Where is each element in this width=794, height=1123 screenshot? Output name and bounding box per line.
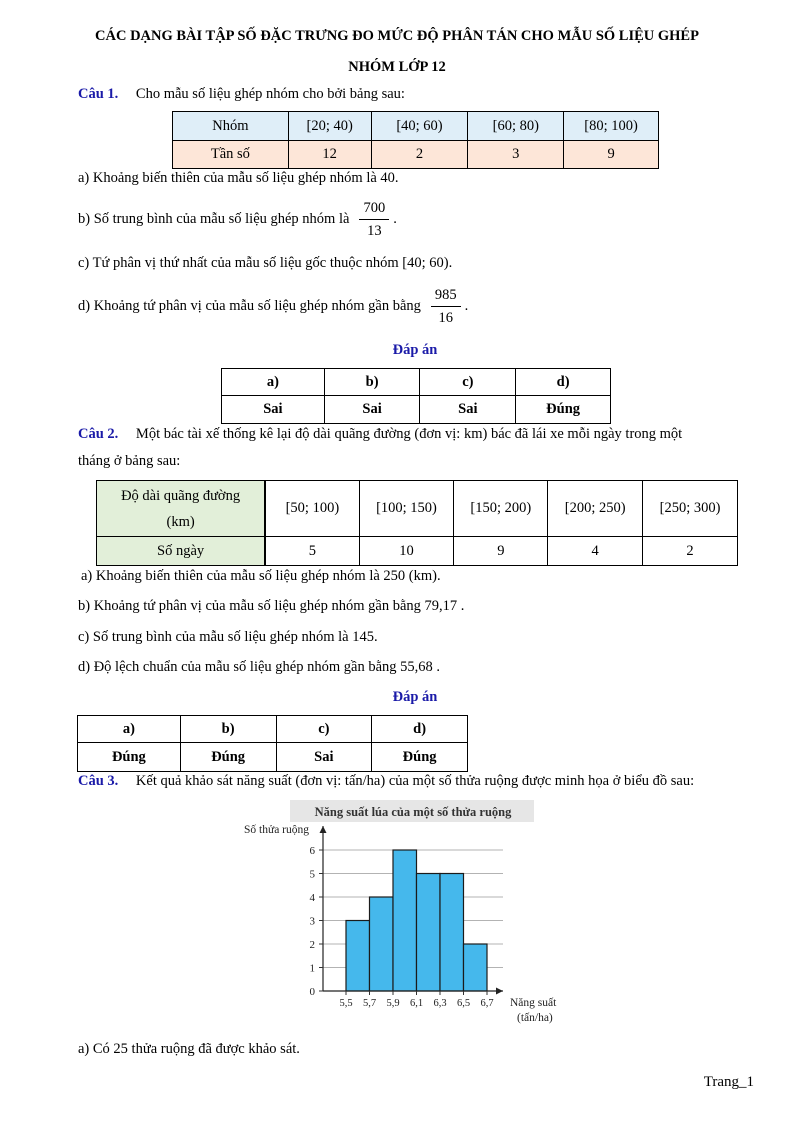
question-1-text: Cho mẫu số liệu ghép nhóm cho bởi bảng sau: [135, 86, 405, 102]
q2-table-header-label [97, 481, 266, 537]
q2-answer-cell: Sai [276, 743, 372, 772]
chart-x-tick-label: 6,5 [456, 998, 471, 1009]
q3-statement-a: a) Có 25 thửa ruộng đã được khảo sát. [78, 1041, 300, 1057]
q1-answer-head: a) [222, 369, 325, 396]
q2-table-row-label: Số ngày [97, 537, 266, 566]
q2-table-header-cell: [250; 300) [643, 481, 738, 537]
q2-answer-head: d) [372, 716, 468, 743]
fraction-numerator: 985 [431, 284, 461, 307]
q1-table-cell: 9 [564, 141, 659, 169]
chart-y-tick-label: 3 [309, 915, 315, 928]
q1-table-cell: 2 [371, 141, 468, 169]
question-3-label: Câu 3. [78, 773, 119, 789]
question-1-label: Câu 1. [78, 86, 119, 102]
q1-answer-table [221, 368, 611, 424]
q1-answer-cell: Sai [324, 396, 420, 424]
chart-bar [440, 874, 464, 992]
question-2-label: Câu 2. [78, 426, 119, 442]
q2-answer-title: Đáp án [392, 689, 438, 705]
q1-answer-cell: Đúng [516, 396, 611, 424]
q1-answer-head: c) [420, 369, 516, 396]
q1-statement-c: c) Tứ phân vị thứ nhất của mẫu số liệu gốc thuộc nhóm [40; 60). [78, 255, 453, 271]
q1-statement-a: a) Khoảng biến thiên của mẫu số liệu ghép nhóm là 40. [78, 170, 399, 186]
q2-statement-a: a) Khoảng biến thiên của mẫu số liệu ghép nhóm là 250 (km). [81, 568, 441, 584]
q2-table-header-line1: Độ dài quãng đường [121, 487, 241, 504]
q2-table-cell: 10 [359, 537, 454, 566]
question-2-prompt [78, 426, 682, 443]
histogram-chart [238, 798, 594, 1028]
q1-answer-cell: Sai [222, 396, 325, 424]
question-2-text-line2: tháng ở bảng sau: [78, 453, 181, 469]
q1-answer-head: d) [516, 369, 611, 396]
q2-answer-table [77, 715, 468, 772]
question-3-prompt [78, 773, 694, 790]
chart-y-tick-label: 2 [309, 939, 315, 951]
q2-answer-head: c) [276, 716, 372, 743]
q2-answer-cell: Đúng [78, 743, 181, 772]
q2-table-cell: 5 [265, 537, 359, 566]
page-footer: Trang_1 [703, 1074, 754, 1090]
chart-bar [370, 897, 394, 991]
q2-table-cell: 9 [454, 537, 548, 566]
fraction-denominator: 13 [367, 222, 382, 239]
q1-table-header-cell: [60; 80) [468, 112, 564, 141]
question-2-text: Một bác tài xế thống kê lại độ dài quãng đường (đơn vị: km) bác đã lái xe mỗi ngày trong một [135, 426, 683, 442]
q1-statement-b-text: b) Số trung bình của mẫu số liệu ghép nhóm là [78, 210, 350, 227]
chart-y-axis-label: Số thửa ruộng [244, 824, 310, 836]
q2-table-header-cell: [100; 150) [359, 481, 454, 537]
q1-data-table [172, 111, 659, 169]
fraction-numerator: 700 [359, 197, 389, 220]
chart-title: Năng suất lúa của một số thửa ruộng [314, 805, 512, 819]
q2-statement-b: b) Khoảng tứ phân vị của mẫu số liệu ghép nhóm gần bằng 79,17 . [78, 598, 465, 614]
chart-x-tick-label: 6,7 [480, 998, 494, 1009]
chart-y-tick-label: 1 [309, 962, 315, 975]
chart-x-tick-label: 5,5 [339, 998, 353, 1009]
chart-x-tick-label: 5,7 [362, 998, 377, 1009]
q1-statement-b-fraction [359, 197, 389, 242]
q2-table-header-cell: [150; 200) [454, 481, 548, 537]
q2-statement-d: d) Độ lệch chuẩn của mẫu số liệu ghép nhóm gần bằng 55,68 . [78, 659, 441, 675]
page-title-line2: NHÓM LỚP 12 [348, 59, 446, 75]
chart-bar [464, 944, 488, 991]
q1-answer-title: Đáp án [392, 342, 438, 358]
q1-statement-b: b) Số trung bình của mẫu số liệu ghép nhóm là $\frac{700}{13}$ . [78, 195, 397, 243]
q1-table-header-cell: [80; 100) [564, 112, 659, 141]
q1-table-cell: 12 [288, 141, 371, 169]
chart-x-axis-label: Năng suất [510, 997, 557, 1009]
q2-answer-head: b) [180, 716, 276, 743]
chart-y-tick-label: 0 [309, 986, 315, 998]
chart-y-tick-label: 6 [309, 845, 315, 857]
q1-statement-d-text: d) Khoảng tứ phân vị của mẫu số liệu ghép nhóm gần bằng [78, 297, 421, 314]
question-1-prompt [78, 86, 405, 103]
q2-answer-cell: Đúng [180, 743, 276, 772]
chart-x-axis-unit: (tấn/ha) [517, 1012, 553, 1024]
q2-table-cell: 4 [548, 537, 643, 566]
question-3-text: Kết quả khảo sát năng suất (đơn vị: tấn/ha) của một số thửa ruộng được minh họa ở biểu đồ sau: [135, 773, 695, 789]
q2-answer-head: a) [78, 716, 181, 743]
chart-bar [393, 850, 417, 991]
q2-table-header-cell: [200; 250) [548, 481, 643, 537]
page-title: CÁC DẠNG BÀI TẬP SỐ ĐẶC TRƯNG ĐO MỨC ĐỘ PHÂN TÁN CHO MẪU SỐ LIỆU GHÉP [95, 28, 699, 44]
chart-y-tick-label: 4 [309, 892, 315, 904]
q1-table-row-label: Tần số [173, 141, 289, 169]
q1-table-cell: 3 [468, 141, 564, 169]
chart-x-tick-label: 6,1 [409, 998, 424, 1009]
fraction-denominator: 16 [438, 309, 454, 326]
q1-answer-cell: Sai [420, 396, 516, 424]
q1-statement-d-fraction [431, 284, 461, 329]
chart-y-tick-label: 5 [309, 868, 315, 881]
q2-data-table [96, 480, 738, 566]
q1-table-header-cell: [20; 40) [288, 112, 371, 141]
chart-x-tick-label: 5,9 [386, 998, 400, 1009]
q2-table-cell: 2 [643, 537, 738, 566]
q1-table-header-cell: Nhóm [173, 112, 289, 141]
q2-table-header-cell: [50; 100) [265, 481, 359, 537]
q1-statement-d: d) Khoảng tứ phân vị của mẫu số liệu ghép nhóm gần bằng $\frac{985}{16}$ . [78, 282, 468, 330]
q2-answer-cell: Đúng [372, 743, 468, 772]
chart-bar [346, 921, 370, 992]
q1-table-header-cell: [40; 60) [371, 112, 468, 141]
chart-x-tick-label: 6,3 [433, 998, 447, 1009]
q2-statement-c: c) Số trung bình của mẫu số liệu ghép nhóm là 145. [78, 629, 378, 645]
q2-table-header-line2: (km) [166, 513, 195, 530]
q1-answer-head: b) [324, 369, 420, 396]
chart-bar [417, 874, 441, 992]
